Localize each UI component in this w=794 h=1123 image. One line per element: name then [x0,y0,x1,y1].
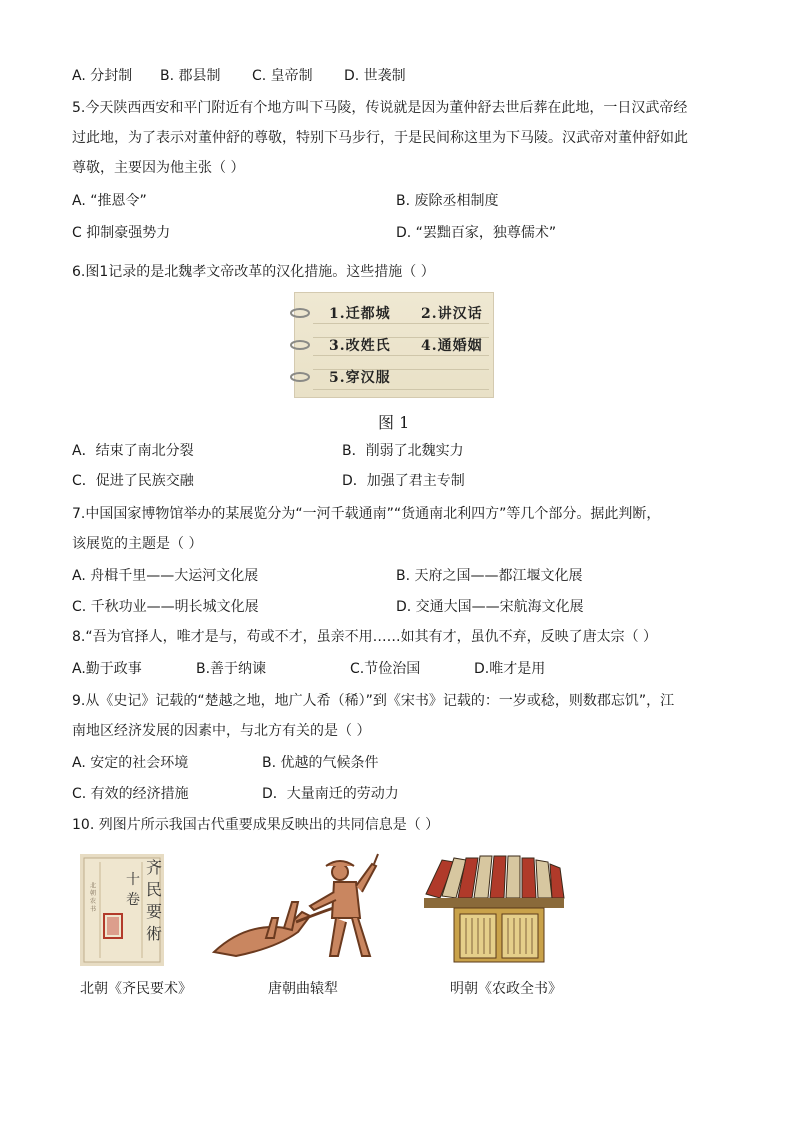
q9-option-b: B. 优越的气候条件 [262,755,379,771]
q9-stem-line2: 南地区经济发展的因素中，与北方有关的是（ ） [72,723,371,739]
book-title-char-1: 齐 [146,858,163,877]
nongzheng-quanshu-books-image [420,854,566,966]
figure-1-notebook [294,292,494,398]
figure-1-item-4: 4.通婚姻 [421,338,483,354]
q5-option-d: D. “罢黜百家，独尊儒术” [396,225,557,241]
caption-qimin-yaoshu: 北朝《齐民要术》 [80,981,192,997]
q6-stem: 6.图1记录的是北魏孝文帝改革的汉化措施。这些措施（ ） [72,264,435,280]
figure-1-item-5: 5.穿汉服 [329,370,391,386]
quyuan-plough-image [206,852,386,968]
q7-option-d: D. 交通大国——宋航海文化展 [396,599,584,615]
figure-1-item-3: 3.改姓氏 [329,338,391,354]
q5-stem-line2: 过此地，为了表示对董仲舒的尊敬，特别下马步行，于是民间称这里为下马陵。汉武帝对董仲舒如此 [72,130,688,146]
q5-option-b: B. 废除丞相制度 [396,193,499,209]
q4-option-a: A. 分封制 [72,68,133,84]
q10-stem: 10. 列图片所示我国古代重要成果反映出的共同信息是（ ） [72,817,440,833]
qimin-yaoshu-book-image [80,854,164,966]
q6-option-c: C．促进了民族交融 [72,473,194,489]
figure-1-item-2: 2.讲汉话 [421,306,483,322]
q8-option-d: D.唯才是用 [474,661,546,677]
figure-1-caption: 图 1 [378,413,410,432]
q7-option-b: B. 天府之国——都江堰文化展 [396,568,583,584]
q4-option-c: C. 皇帝制 [252,68,313,84]
book-title-char-4: 術 [146,924,163,943]
figure-1-item-1: 1.迁都城 [329,306,391,322]
q4-option-d: D. 世袭制 [344,68,406,84]
q5-option-a: A. “推恩令” [72,193,147,209]
book-title-char-2: 民 [146,880,163,899]
q8-option-b: B.善于纳谏 [196,661,267,677]
q9-option-c: C. 有效的经济措施 [72,786,189,802]
q8-option-a: A.勤于政事 [72,661,142,677]
q5-stem-line1: 5.今天陕西西安和平门附近有个地方叫下马陵，传说就是因为董仲舒去世后葬在此地，一日汉武帝经 [72,100,688,116]
q8-stem: 8.“吾为官择人，唯才是与，苟或不才，虽亲不用……如其有才，虽仇不弃，反映了唐太宗（ ） [72,629,658,645]
q7-option-c: C. 千秋功业——明长城文化展 [72,599,259,615]
q7-option-a: A. 舟楫千里——大运河文化展 [72,568,259,584]
q9-option-a: A. 安定的社会环境 [72,755,189,771]
book-volume-char-1: 十 [126,872,140,888]
q6-option-b: B．削弱了北魏实力 [342,443,464,459]
q5-option-c: C 抑制豪强势力 [72,225,171,241]
q6-option-d: D．加强了君主专制 [342,473,465,489]
q6-option-a: A．结束了南北分裂 [72,443,194,459]
book-title-char-3: 要 [146,902,163,921]
q7-stem-line1: 7.中国国家博物馆举办的某展览分为“一河千载通南”“货通南北利四方”等几个部分。据此判断， [72,506,661,522]
q4-option-b: B. 郡县制 [160,68,221,84]
svg-text:北 朝 农 书: 北 朝 农 书 [88,882,96,912]
q8-option-c: C.节俭治国 [350,661,421,677]
caption-quyuan-plough: 唐朝曲辕犁 [268,981,338,997]
q5-stem-line3: 尊敬，主要因为他主张（ ） [72,160,245,176]
book-volume-char-2: 卷 [126,892,140,908]
q7-stem-line2: 该展览的主题是（ ） [72,536,203,552]
q9-option-d: D．大量南迁的劳动力 [262,786,399,802]
caption-nongzheng-quanshu: 明朝《农政全书》 [450,981,562,997]
q9-stem-line1: 9.从《史记》记载的“楚越之地，地广人希（稀）”到《宋书》记载的：一岁或稔，则数郡忘饥”，江 [72,693,675,709]
